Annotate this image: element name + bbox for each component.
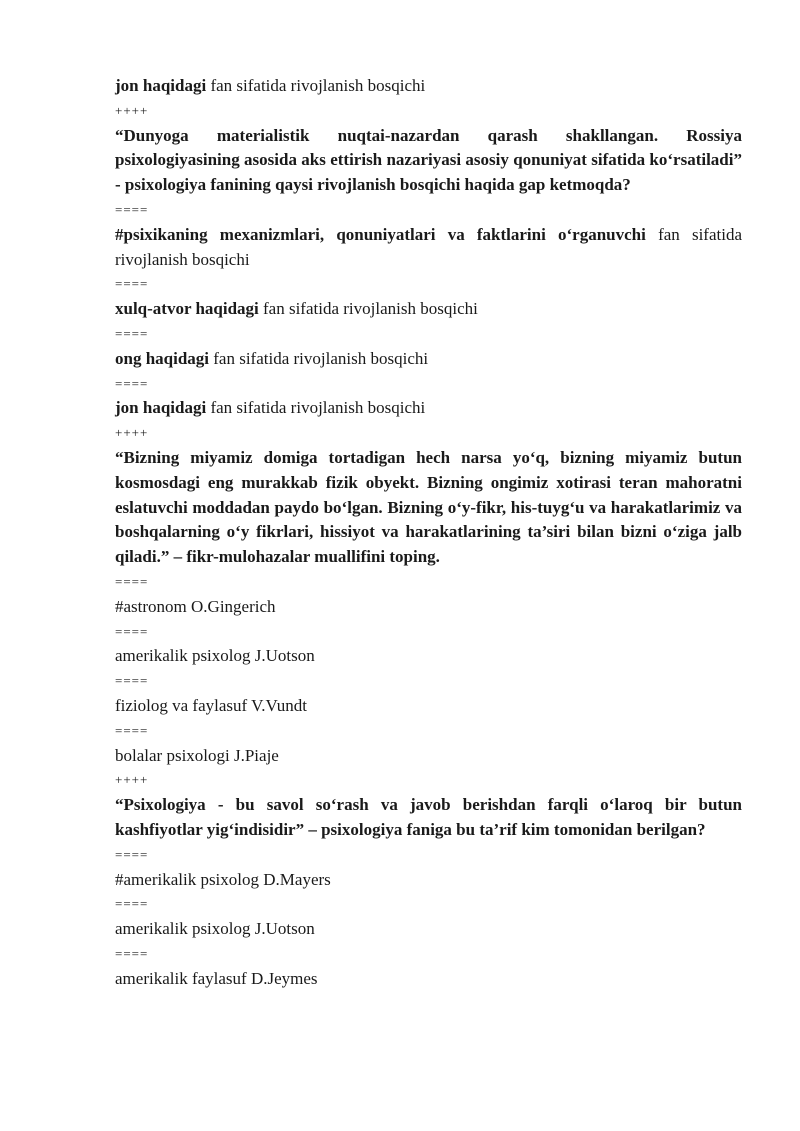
option-text: [115, 396, 742, 421]
question-separator: ++++: [115, 102, 149, 118]
option-bold-text: ong haqidagi: [115, 348, 210, 368]
option-text: amerikalik faylasuf D.Jeymes: [115, 968, 318, 988]
option-text: #astronom O.Gingerich: [115, 596, 276, 616]
option-separator: ====: [115, 896, 149, 912]
option-bold-text: jon haqidagi: [115, 76, 207, 95]
option-text: [115, 347, 742, 372]
option-separator: ====: [115, 375, 149, 391]
option-text: amerikalik psixolog J.Uotson: [115, 646, 315, 666]
option-text: [115, 74, 742, 99]
option-separator: ====: [115, 276, 149, 292]
option-bold-text: xulq-atvor haqidagi: [115, 299, 259, 319]
document-page: [115, 74, 742, 991]
option-normal-text: fan sifatida rivojlanish bosqichi: [115, 224, 742, 269]
option-separator: ====: [115, 201, 149, 217]
option-separator: ====: [115, 573, 149, 589]
option-bold-text: jon haqidagi: [115, 398, 207, 418]
question-text: “Psixologiya - bu savol so‘rash va javob berishdan farqli o‘laroq bir butun kashfiyotlar yig‘indisidir” – psixologiya faniga bu ta’rif kim tomonidan berilgan?: [115, 795, 742, 839]
option-text: bolalar psixologi J.Piaje: [115, 745, 279, 765]
option-text: [115, 297, 742, 322]
option-text: [115, 223, 742, 273]
option-separator: ====: [115, 623, 149, 639]
option-text: fiziolog va faylasuf V.Vundt: [115, 695, 307, 715]
option-normal-text: fan sifatida rivojlanish bosqichi: [206, 398, 426, 418]
option-separator: ====: [115, 722, 149, 738]
option-separator: ====: [115, 846, 149, 862]
option-separator: ====: [115, 673, 149, 689]
question-separator: ++++: [115, 772, 149, 788]
option-normal-text: fan sifatida rivojlanish bosqichi: [258, 299, 478, 319]
question-separator: ++++: [115, 425, 149, 441]
option-text: amerikalik psixolog J.Uotson: [115, 919, 315, 939]
option-separator: ====: [115, 325, 149, 341]
option-text: #amerikalik psixolog D.Mayers: [115, 869, 331, 889]
option-separator: ====: [115, 945, 149, 961]
question-text: “Bizning miyamiz domiga tortadigan hech narsa yo‘q, bizning miyamiz butun kosmosdagi eng murakkab fizik obyekt. Bizning ongimiz xotirasi teran mahoratni eslatuvchi moddadan paydo bo‘lgan. Bizning o‘y-fikr, his-tuyg‘u va harakatlarimiz va boshqalarning o‘y fikrlari, hissiyot va harakatlarining ta’siri bilan bizni o‘ziga jalb qiladi.” – fikr-mulohazalar muallifini toping.: [115, 447, 742, 567]
question-text: “Dunyoga materialistik nuqtai-nazardan qarash shakllangan. Rossiya psixologiyasining asosida aks ettirish nazariyasi asosiy qonuniyat sifatida ko‘rsatiladi” - psixologiya fanining qaysi rivojlanish bosqichi haqida gap ketmoqda?: [115, 125, 742, 195]
option-normal-text: fan sifatida rivojlanish bosqichi: [206, 76, 426, 95]
option-normal-text: fan sifatida rivojlanish bosqichi: [209, 348, 429, 368]
option-bold-text: #psixikaning mexanizmlari, qonuniyatlari va faktlarini o‘rganuvchi: [115, 224, 646, 244]
